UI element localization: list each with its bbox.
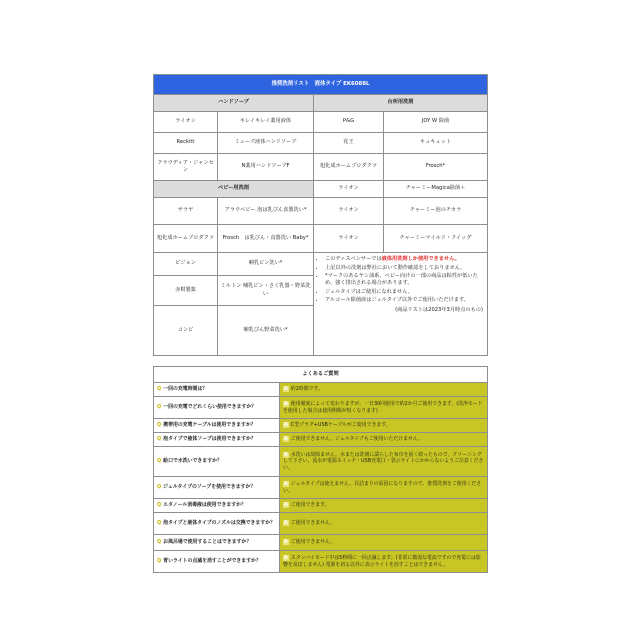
table-cell: 旭化成ホームプロダクツ	[154, 225, 218, 253]
note-item: • *マークのあるヤシ油系、ベビー向けの一部の商品は粘性が低いため、強く排出される場合があります。	[325, 273, 483, 287]
faq-question: Q 一回の充電時間は？	[154, 383, 280, 397]
notes-list	[318, 256, 483, 304]
table-cell: 旭化成ホームプロダクツ	[314, 154, 384, 181]
table-cell: JOY W 除菌	[384, 112, 488, 133]
q-mark-icon: Q	[157, 404, 162, 411]
faq-question: Q 給口で水洗いできますか？	[154, 447, 280, 477]
faq-question: Q エタノール消毒液は使用できますか？	[154, 499, 280, 513]
faq-title: よくあるご質問	[154, 367, 488, 383]
a-mark-icon: A	[284, 400, 288, 407]
table-cell: ピジョン	[154, 253, 218, 276]
q-mark-icon: Q	[157, 539, 162, 546]
table-cell: チャーミーマイルド・クイッグ	[384, 225, 488, 253]
a-mark-icon: A	[284, 386, 288, 393]
table-title: 推奨洗剤リスト 液体タイプ EK6088L	[154, 75, 488, 95]
faq-question: Q 青いライトの点滅を消すことができますか？	[154, 551, 280, 573]
faq-question: Q 泡タイプと液体タイプのノズルは交換できますか？	[154, 513, 280, 535]
table-cell: 哺乳ビン洗い*	[218, 253, 314, 276]
table-cell: チャーミー泡のチカラ	[384, 198, 488, 225]
faq-answer: A 約2時間です。	[280, 383, 488, 397]
table-cell: Frosch*	[384, 154, 488, 181]
a-mark-icon: A	[284, 502, 288, 509]
table-cell: 哺乳びん野菜洗い*	[218, 306, 314, 356]
a-mark-icon: A	[284, 554, 288, 561]
faq-question: Q ジェルタイプのソープを使用できますか？	[154, 477, 280, 499]
q-mark-icon: Q	[157, 484, 162, 491]
table-cell: ライオン	[314, 198, 384, 225]
date-note: (商品リストは2023年3月時点のもの)	[395, 307, 483, 314]
hand-soap-header: ハンドソープ	[154, 95, 314, 112]
faq-table	[153, 366, 488, 573]
table-cell: サラヤ	[154, 198, 218, 225]
q-mark-icon: Q	[157, 436, 162, 443]
faq-answer: A スタンバイモード中は5秒間に一回点滅します。(非常に微弱な電流ですので充電には影響を及ぼしません) 電源を切る以外に表示ライトを消すことはできません。	[280, 551, 488, 573]
table-cell: コンビ	[154, 306, 218, 356]
note-red-text: 液体用洗剤しか使用できません。	[381, 256, 460, 262]
table-cell: アラウベビー 泡は乳びん食器洗い*	[218, 198, 314, 225]
table-cell: ライオン	[154, 112, 218, 133]
table-cell: Frosch は乳びん・食器洗い Baby*	[218, 225, 314, 253]
kitchen-header: 台所用洗剤	[314, 95, 488, 112]
faq-answer: A ご使用できません。ジェルタイプもご使用いただけません。	[280, 433, 488, 447]
a-mark-icon: A	[284, 480, 288, 487]
q-mark-icon: Q	[157, 520, 162, 527]
a-mark-icon: A	[284, 539, 288, 546]
faq-answer: A C型プラグ+USBケーブルがご使用できます。	[280, 419, 488, 433]
a-mark-icon: A	[284, 422, 288, 429]
notes-cell	[314, 253, 488, 356]
table-cell: N薬用ハンドソープF	[218, 154, 314, 181]
document-sheet	[153, 74, 487, 573]
table-cell: ミューズ液体ハンドソープ	[218, 133, 314, 154]
q-mark-icon: Q	[157, 422, 162, 429]
table-cell: キュキュット	[384, 133, 488, 154]
a-mark-icon: A	[284, 436, 288, 443]
baby-header: ベビー用洗剤	[154, 181, 314, 198]
faq-answer: A ジェルタイプは使えません。目詰まりの原因になりますので、推奨洗剤をご使用ください。	[280, 477, 488, 499]
faq-answer: A ご使用できません。	[280, 535, 488, 551]
note-item: • このディスペンサーでは液体用洗剤しか使用できません。	[325, 256, 483, 263]
note-item: • ジェルタイプはご使用になれません。	[325, 289, 483, 296]
faq-question: Q お風呂場で使用することはできますか？	[154, 535, 280, 551]
table-cell: P&G	[314, 112, 384, 133]
table-cell: キレイキレイ薬用液体	[218, 112, 314, 133]
faq-answer: A ご使用できません。	[280, 513, 488, 535]
faq-answer: A ご使用できます。	[280, 499, 488, 513]
faq-question: Q 携帯用の充電ケーブルは使用できますか？	[154, 419, 280, 433]
q-mark-icon: Q	[157, 458, 162, 465]
q-mark-icon: Q	[157, 386, 162, 393]
q-mark-icon: Q	[157, 502, 162, 509]
note-item: • アルコール除菌液はジェルタイプ以外でご使用いただけます。	[325, 297, 483, 304]
table-cell: ライオン	[314, 181, 384, 198]
table-cell: クラウディア・ジャンセン	[154, 154, 218, 181]
note-item: • 上記以外の洗剤は弊社において動作確認をしておりません。	[325, 265, 483, 272]
table-cell: ミルトン 哺乳ビン・さく乳器・野菜洗い	[218, 276, 314, 306]
faq-answer: A 使用頻度によって変わりますが、一日30回使用で約2か月ご使用できます。(洗浄モードを使用した場合は使用期間が短くなります)	[280, 397, 488, 419]
section-gap	[153, 356, 487, 366]
recommended-detergent-table	[153, 74, 488, 356]
q-mark-icon: Q	[157, 558, 162, 565]
table-cell: Reckitt	[154, 133, 218, 154]
table-cell: 赤棋製薬	[154, 276, 218, 306]
table-cell: ライオン	[314, 225, 384, 253]
a-mark-icon: A	[284, 451, 288, 458]
table-cell: チャーミーMagica除菌＋	[384, 181, 488, 198]
table-cell: 花王	[314, 133, 384, 154]
faq-question: Q 一回の充電でどれくらい使用できますか？	[154, 397, 280, 419]
faq-question: Q 泡タイプで液体ソープは使用できますか？	[154, 433, 280, 447]
a-mark-icon: A	[284, 520, 288, 527]
faq-answer: A 水洗いは故障ません。水または洗剤に濡らした布巾を固く絞ったもので、クリーニングして下さい。流水が電源スイッチ・USB充電口・表示ライトにかからないようご注意ください。	[280, 447, 488, 477]
